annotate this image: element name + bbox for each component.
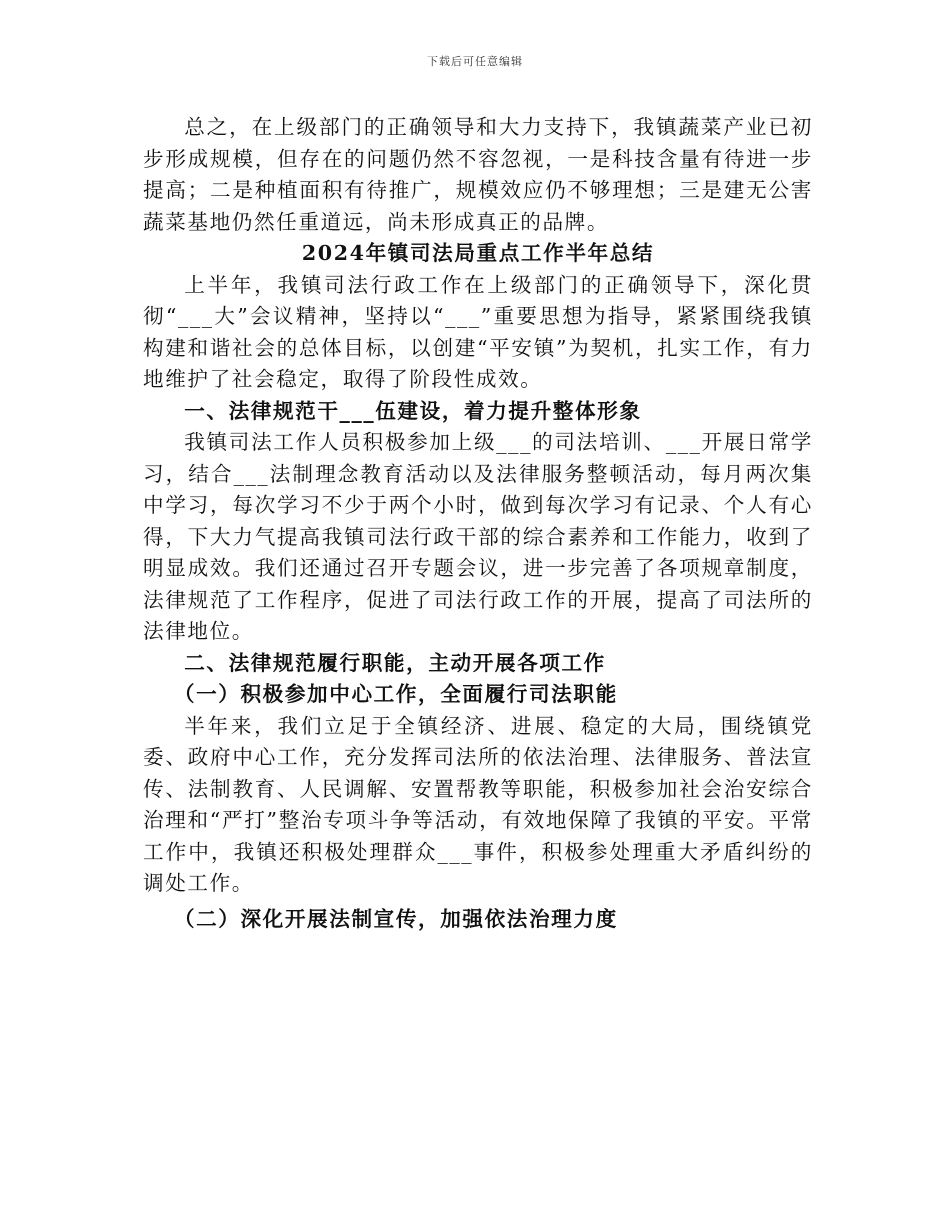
page-header-note: 下载后可任意编辑 [427, 55, 523, 68]
subsection-heading-1: （一）积极参加中心工作，全面履行司法职能 [173, 682, 618, 706]
paragraph-intro: 上半年，我镇司法行政工作在上级部门的正确领导下，深化贯彻“___大”会议精神，坚持以“___”重要思想为指导，紧紧围绕我镇构建和谐社会的总体目标，以创建“平安镇”为契机，扎实工作，有力地维护了社会稳定，取得了阶段性成效。 [143, 272, 813, 391]
document-title: 2024年镇司法局重点工作半年总结 [301, 241, 655, 265]
paragraph-conclusion: 总之，在上级部门的正确领导和大力支持下，我镇蔬菜产业已初步形成规模，但存在的问题仍然不容忽视，一是科技含量有待进一步提高；二是种植面积有待推广，规模效应仍不够理想；三是建无公害蔬菜基地仍然任重道远，尚未形成真正的品牌。 [143, 115, 813, 234]
paragraph-section-1: 我镇司法工作人员积极参加上级___的司法培训、___开展日常学习，结合___法制理念教育活动以及法律服务整顿活动，每月两次集中学习，每次学习不少于两个小时，做到每次学习有记录、个人有心得，下大力气提高我镇司法行政干部的综合素养和工作能力，收到了明显成效。我们还通过召开专题会议，进一步完善了各项规章制度，法律规范了工作程序，促进了司法行政工作的开展，提高了司法所的法律地位。 [143, 430, 813, 643]
paragraph-subsection-1: 半年来，我们立足于全镇经济、进展、稳定的大局，围绕镇党委、政府中心工作，充分发挥司法所的依法治理、法律服务、普法宣传、法制教育、人民调解、安置帮教等职能，积极参加社会治安综合治理和“严打”整治专项斗争等活动，有效地保障了我镇的平安。平常工作中，我镇还积极处理群众___事件，积极参处理重大矛盾纠纷的调处工作。 [143, 713, 813, 895]
document-body [143, 112, 813, 935]
subsection-heading-2: （二）深化开展法制宣传，加强依法治理力度 [173, 906, 618, 931]
section-heading-1: 一、法律规范干___伍建设，着力提升整体形象 [184, 398, 642, 423]
section-heading-2: 二、法律规范履行职能，主动开展各项工作 [184, 650, 606, 675]
